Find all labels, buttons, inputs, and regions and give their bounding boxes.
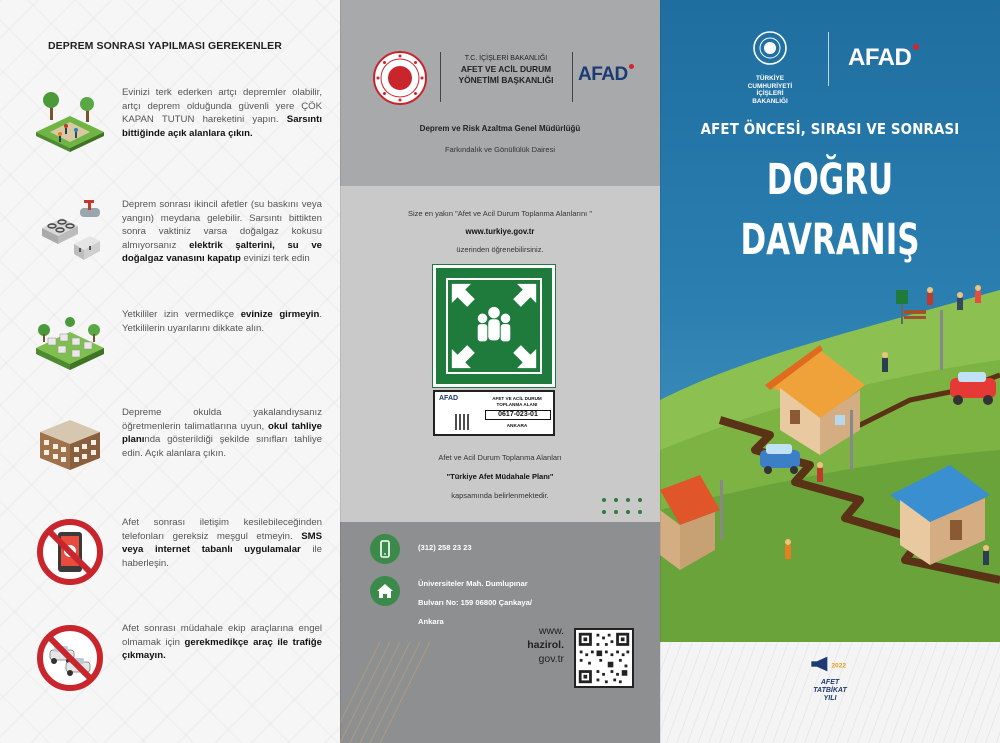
address-line: Bulvarı No: 159 06800 Çankaya/ xyxy=(418,598,532,607)
fold-line xyxy=(660,0,661,743)
no-phone-icon xyxy=(34,516,106,588)
text-segment: ile haberleşin. xyxy=(122,544,322,569)
plate-qr-icon xyxy=(455,414,471,430)
info-line: "Türkiye Afet Müdahale Planı" xyxy=(446,472,554,481)
list-item xyxy=(0,516,340,626)
damaged-houses-icon xyxy=(34,308,106,380)
list-item xyxy=(0,86,340,196)
bold-text: gerekmedikçe araç ile trafiğe çıkmayın. xyxy=(122,636,322,662)
ministry-line: YÖNETİMİ BAŞKANLIĞI xyxy=(458,74,554,85)
text-segment: evinizi terk edin xyxy=(240,253,310,265)
website-line: www. xyxy=(538,625,564,637)
cover-subtitle: AFET ÖNCESİ, SIRASI VE SONRASI xyxy=(700,120,960,138)
assembly-area-plate xyxy=(433,390,555,436)
info-line: Afet ve Acil Durum Toplanma Alanları xyxy=(438,453,562,462)
list-item xyxy=(0,198,340,308)
fold-line xyxy=(340,0,341,743)
website-line: gov.tr xyxy=(538,653,564,665)
ministry-seal-icon xyxy=(372,50,428,106)
address-line: Üniversiteler Mah. Dumlupınar xyxy=(418,579,528,588)
right-panel-cover xyxy=(660,0,1000,743)
left-panel-title: DEPREM SONRASI YAPILMASI GEREKENLER xyxy=(48,40,282,52)
info-web-link[interactable]: www.turkiye.gov.tr xyxy=(465,227,535,236)
text-segment: Deprem sonrası ikincil afetler (su baskını veya yangın) meydana gelebilir. Sarsıntı bittikten sonra vaktiniz varsa doğalgaz kokusu almıyorsanız xyxy=(122,199,322,251)
cover-title: DOĞRU DAVRANIŞ xyxy=(740,155,920,265)
school-building-icon xyxy=(34,406,106,478)
assembly-area-sign xyxy=(433,265,555,387)
middle-panel-header xyxy=(340,0,660,186)
divider xyxy=(572,52,573,102)
ministry-header xyxy=(372,48,632,108)
divider xyxy=(440,52,441,102)
earthquake-illustration xyxy=(660,250,1000,642)
department-title: Deprem ve Risk Azaltma Genel Müdürlüğü xyxy=(419,124,581,133)
item-text xyxy=(122,308,322,335)
text-segment: Evinizi terk ederken artçı depremler olabilir, artçı deprem olduğunda güvenli yere ÇÖK KAPAN TUTUN hareketini yapın. xyxy=(122,87,322,126)
ministry-name xyxy=(446,54,566,85)
assembly-info xyxy=(340,208,660,256)
divider xyxy=(828,32,829,86)
ministry-line: İÇİŞLERİ BAKANLIĞI xyxy=(752,90,788,105)
ministry-logo-text xyxy=(738,75,802,105)
address xyxy=(418,574,532,631)
phone-icon xyxy=(370,534,400,564)
contact-section xyxy=(340,522,660,743)
info-line: kapsamında belirlenmektedir. xyxy=(451,491,549,500)
bold-text: SMS veya internet tabanlı uygulamalar xyxy=(122,530,322,556)
badge-line: TATBİKAT xyxy=(813,687,847,694)
phone-number[interactable]: (312) 258 23 23 xyxy=(418,543,472,552)
badge-line: YILI xyxy=(823,695,837,702)
drill-year-badge xyxy=(800,654,860,703)
list-item xyxy=(0,406,340,516)
home-icon xyxy=(370,576,400,606)
item-text xyxy=(122,86,322,140)
text-segment: Yetkililer izin vermedikçe xyxy=(122,309,241,320)
bold-text: okul tahliye planı xyxy=(122,420,323,446)
afad-logo-text: AFAD xyxy=(578,64,628,85)
qr-code-icon[interactable] xyxy=(574,628,634,688)
middle-panel xyxy=(340,0,660,743)
ministry-logo xyxy=(738,30,802,105)
no-cars-icon xyxy=(34,622,106,694)
address-line: Ankara xyxy=(418,617,444,626)
text-segment: Depreme okulda yakalandıysanız öğretmenlerin talimatlarına uyun, xyxy=(122,407,322,432)
ministry-line: TÜRKİYE CUMHURİYETİ xyxy=(747,75,793,90)
badge-year: 2022 xyxy=(831,662,847,670)
item-text xyxy=(122,622,322,663)
bold-text: evinize girmeyin xyxy=(240,309,320,320)
afad-logo xyxy=(578,64,628,86)
info-line: üzerinden öğrenebilirsiniz. xyxy=(456,245,544,254)
left-panel xyxy=(0,0,340,743)
afad-logo-text: AFAD xyxy=(848,44,912,71)
website-line: hazirol. xyxy=(527,639,564,651)
plate-city: ANKARA xyxy=(506,424,528,429)
list-item xyxy=(0,308,340,418)
plate-title: AFET VE ACİL DURUM TOPLANMA ALANI xyxy=(492,396,542,407)
afad-logo xyxy=(848,44,911,72)
ministry-line: AFET VE ACİL DURUM xyxy=(460,64,552,74)
utilities-icon xyxy=(34,198,106,270)
text-segment: Afet sonrası müdahale ekip araçlarına engel olmamak için xyxy=(122,623,322,648)
park-icon xyxy=(34,86,106,158)
ministry-emblem-icon xyxy=(752,30,788,66)
ministry-line: T.C. İÇİŞLERİ BAKANLIĞI xyxy=(464,55,548,62)
megaphone-icon xyxy=(810,654,850,674)
list-item xyxy=(0,622,340,732)
text-segment: Afet sonrası iletişim kesilebileceğinden telefonları gereksiz meşgul etmeyin. xyxy=(122,517,322,542)
info-line: Size en yakın "Afet ve Acil Durum Toplanma Alanlarını " xyxy=(407,209,593,218)
assembly-people-icon xyxy=(448,280,540,372)
plate-afad: AFAD xyxy=(439,395,459,402)
item-text xyxy=(122,198,322,266)
plate-code: 0617-023-01 xyxy=(485,410,551,420)
text-segment: . Yetkililerin uyarılarını dikkate alın. xyxy=(122,309,322,334)
item-text xyxy=(122,406,322,460)
website[interactable] xyxy=(524,624,564,666)
department-subtitle: Farkındalık ve Gönüllülük Dairesi xyxy=(444,145,556,154)
item-text xyxy=(122,516,322,570)
badge-line: AFET xyxy=(820,679,840,686)
bold-text: elektrik şalterini, su ve doğalgaz vanasını kapatıp xyxy=(122,239,322,265)
bold-text: Sarsıntı bittiğinde açık alanlara çıkın. xyxy=(122,114,322,139)
text-segment: nda gösterildiği şekilde sınıfları tahliye edin. Açık alanlara çıkın. xyxy=(122,434,322,459)
